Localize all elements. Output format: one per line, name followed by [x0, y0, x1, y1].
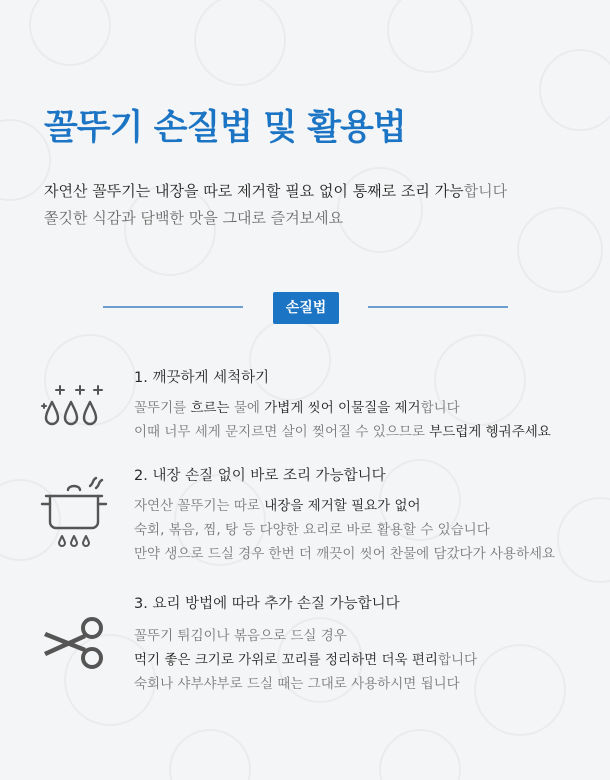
intro-bold-text: 자연산 꼴뚜기는 내장을 따로 제거할 필요 없이 통째로 조리 가능	[44, 182, 464, 200]
step-text: 숙회, 볶음, 찜, 탕 등 다양한 요리로 바로 활용할 수 있습니다	[134, 522, 490, 538]
section-badge: 손질법	[273, 292, 339, 324]
step-line	[134, 396, 460, 416]
step-text-bold: 부드럽게 헹궈주세요	[429, 424, 551, 440]
step-text: 꼴뚜기 튀김이나 볶음으로 드실 경우	[134, 628, 347, 644]
step-title: 2. 내장 손질 없이 바로 조리 가능합니다	[134, 468, 386, 484]
water-drops-icon	[38, 376, 116, 454]
scissors-icon	[38, 608, 116, 686]
cooking-pot-icon	[38, 474, 116, 552]
step-line	[134, 624, 347, 644]
step-title: 3. 요리 방법에 따라 추가 손질 가능합니다	[134, 596, 400, 612]
step-line	[134, 672, 460, 692]
step-text-bold: 가볍게 씻어 이물질을 제거	[264, 400, 421, 416]
step-line	[134, 420, 551, 440]
intro-light-text: 합니다	[463, 182, 508, 200]
step-text: 꼴뚜기를	[134, 400, 191, 416]
page-title: 꼴뚜기 손질법 및 활용법	[44, 108, 406, 148]
intro-line-2: 쫄깃한 식감과 담백한 맛을 그대로 즐겨보세요	[44, 209, 344, 227]
intro-line-1	[44, 178, 507, 205]
step-text: 이때 너무 세게 문지르면 살이 찢어질 수 있으므로	[134, 424, 430, 440]
step-text-bold: 흐르는	[190, 400, 230, 416]
step-line	[134, 542, 555, 562]
step-line	[134, 518, 490, 538]
step-title: 1. 깨끗하게 세척하기	[134, 370, 270, 386]
step-text: 만약 생으로 드실 경우 한번 더 깨끗이 씻어 찬물에 담갔다가 사용하세요	[134, 546, 556, 562]
divider-left	[103, 306, 243, 308]
step-text-bold: 먹기 좋은 크기로 가위로 꼬리를 정리하면 더욱 편리	[134, 652, 438, 668]
step-line	[134, 648, 477, 668]
step-text: 합니다	[437, 652, 478, 668]
step-text: 자연산 꼴뚜기는 따로	[134, 498, 265, 514]
divider-right	[368, 306, 508, 308]
step-text: 숙회나 샤부샤부로 드실 때는 그대로 사용하시면 됩니다	[134, 676, 460, 692]
step-text: 합니다	[420, 400, 460, 416]
step-text-bold: 내장을 제거할 필요가 없어	[264, 498, 421, 514]
step-line	[134, 494, 421, 514]
intro-text	[44, 178, 507, 232]
step-text: 물에	[229, 400, 265, 416]
